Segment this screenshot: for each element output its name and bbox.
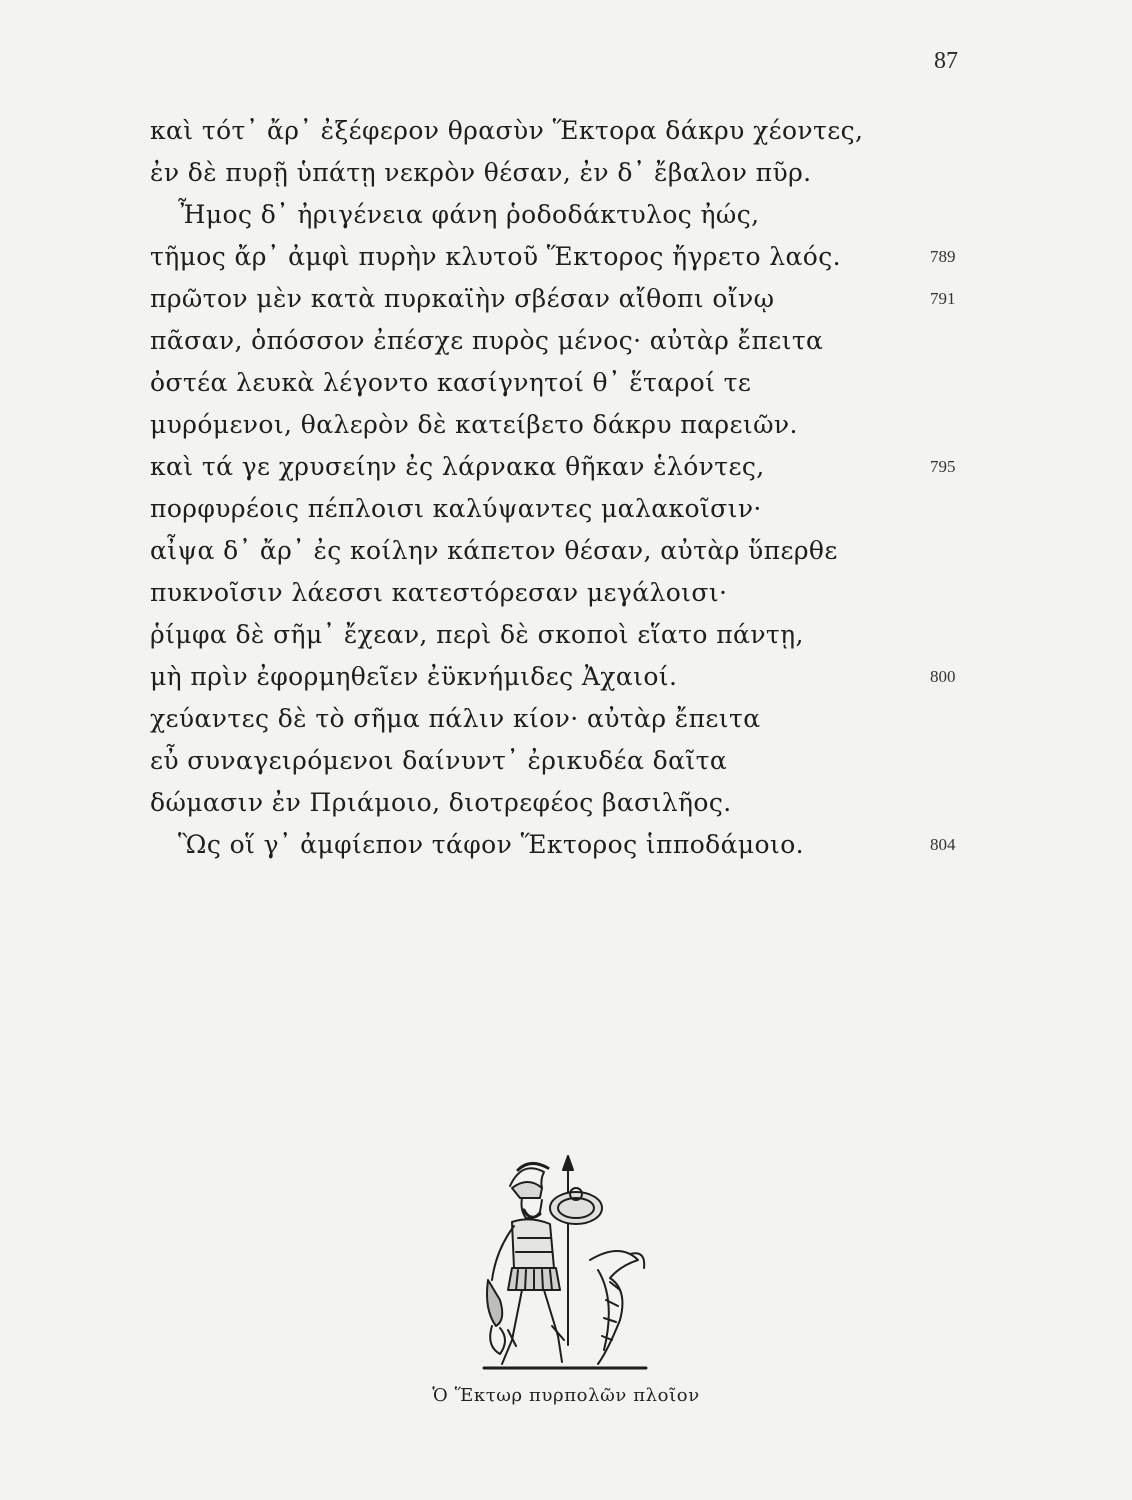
- illustration-caption: Ὁ Ἕκτωρ πυρπολῶν πλοῖον: [432, 1385, 700, 1406]
- verse-line: Ὣς οἵ γ᾽ ἀμφίεπον τάφον Ἕκτορος ἱπποδάμοιο.: [178, 830, 805, 859]
- verse-line: μὴ πρὶν ἐφορμηθεῖεν ἐϋκνήμιδες Ἀχαιοί.: [150, 662, 678, 691]
- verse-line: χεύαντες δὲ τὸ σῆμα πάλιν κίον· αὐτὰρ ἔπειτα: [150, 704, 761, 733]
- line-number: 800: [930, 667, 956, 686]
- verse-line: ῥίμφα δὲ σῆμ᾽ ἔχεαν, περὶ δὲ σκοποὶ εἵατο πάντῃ,: [150, 620, 804, 649]
- verse-line: πορφυρέοις πέπλοισι καλύψαντες μαλακοῖσιν·: [150, 494, 762, 523]
- verse-line: αἶψα δ᾽ ἄρ᾽ ἐς κοίλην κάπετον θέσαν, αὐτὰρ ὕπερθε: [150, 536, 838, 565]
- verse-line: δώμασιν ἐν Πριάμοιο, διοτρεφέος βασιλῆος.: [150, 788, 732, 817]
- line-number: 795: [930, 457, 956, 476]
- verse-line: ὀστέα λευκὰ λέγοντο κασίγνητοί θ᾽ ἕταροί τε: [150, 368, 752, 397]
- line-number: 804: [930, 835, 956, 854]
- verse-line: πᾶσαν, ὁπόσσον ἐπέσχε πυρὸς μένος· αὐτὰρ ἔπειτα: [150, 326, 824, 355]
- verse-line: Ἦμος δ᾽ ἠριγένεια φάνη ῥοδοδάκτυλος ἠώς,: [178, 200, 760, 229]
- verse-line: μυρόμενοι, θαλερὸν δὲ κατείβετο δάκρυ παρειῶν.: [150, 410, 798, 439]
- verse-line: πρῶτον μὲν κατὰ πυρκαϊὴν σβέσαν αἴθοπι οἴνῳ: [150, 284, 775, 313]
- line-number: 789: [930, 247, 956, 266]
- verse-line: καὶ τά γε χρυσείην ἐς λάρνακα θῆκαν ἑλόντες,: [150, 452, 765, 481]
- verse-line: πυκνοῖσιν λάεσσι κατεστόρεσαν μεγάλοισι·: [150, 578, 728, 607]
- verse-line: ἐν δὲ πυρῇ ὑπάτῃ νεκρὸν θέσαν, ἐν δ᾽ ἔβαλον πῦρ.: [150, 158, 812, 187]
- page-number: 87: [934, 48, 958, 74]
- verse-line: εὖ συναγειρόμενοι δαίνυντ᾽ ἐρικυδέα δαῖτα: [150, 746, 728, 775]
- hector-warrior-icon: [470, 1150, 660, 1390]
- verse-line: καὶ τότ᾽ ἄρ᾽ ἐξέφερον θρασὺν Ἕκτορα δάκρυ χέοντες,: [150, 116, 864, 145]
- verse-line: τῆμος ἄρ᾽ ἀμφὶ πυρὴν κλυτοῦ Ἕκτορος ἤγρετο λαός.: [150, 242, 842, 271]
- line-number: 791: [930, 289, 956, 308]
